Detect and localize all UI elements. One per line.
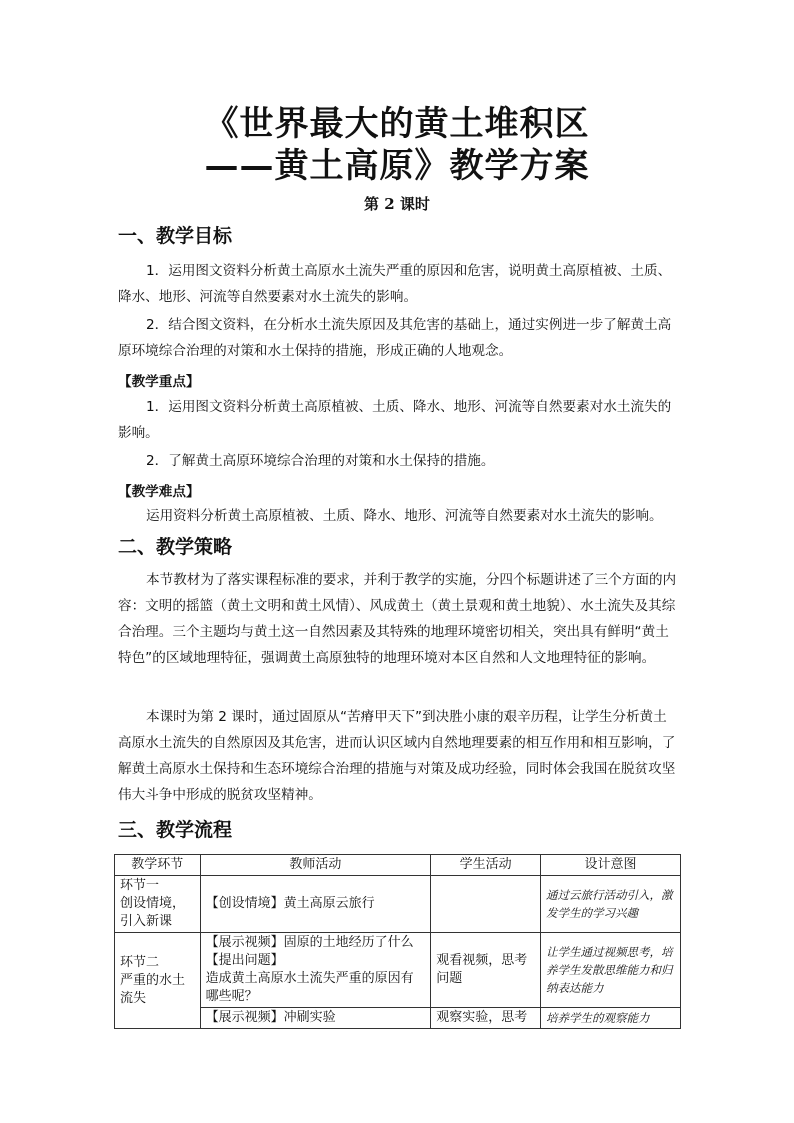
key-point-1: 1．运用图文资料分析黄土高原植被、土质、降水、地形、河流等自然要素对水土流失的影响。	[118, 399, 672, 441]
table-row	[115, 1008, 681, 1029]
row2-teacher-activity	[200, 933, 431, 1008]
section2-para2: 本课时为第 2 课时，通过固原从“苦瘠甲天下”到决胜小康的艰辛历程，让学生分析黄土高原水土流失的自然原因及其危害，进而认识区域内自然地理要素的相互作用和相互影响，了解黄土高原水土保持和生态环境综合治理的措施与对策及成功经验，同时体会我国在脱贫攻坚伟大斗争中形成的脱贫攻坚精神。	[118, 709, 676, 803]
difficult-points-label: 【教学难点】	[118, 484, 200, 500]
difficult-point-1: 运用资料分析黄土高原植被、土质、降水、地形、河流等自然要素对水土流失的影响。	[146, 508, 663, 524]
header-stage: 教学环节	[115, 855, 201, 876]
row1-teacher-activity: 【创设情境】黄土高原云旅行	[200, 876, 431, 933]
table-row	[115, 933, 681, 1008]
row1-stage: 环节一 创设情境，引入新课	[115, 876, 201, 933]
document-title-line2: ——黄土高原》教学方案	[204, 146, 590, 186]
row3-design-intent: 培养学生的观察能力	[540, 1008, 680, 1029]
key-points-label: 【教学重点】	[118, 374, 200, 390]
section2-para1: 本节教材为了落实课程标准的要求，并利于教学的实施，分四个标题讲述了三个方面的内容：文明的摇篮（黄土文明和黄土风情）、风成黄土（黄土景观和黄土地貌）、水土流失及其综合治理。三个主题均与黄土这一自然因素及其特殊的地理环境密切相关，突出具有鲜明“黄土特色”的区域地理特征，强调黄土高原独特的地理环境对本区自然和人文地理特征的影响。	[118, 572, 677, 666]
row3-teacher-activity: 【展示视频】冲刷实验	[200, 1008, 431, 1029]
document-subtitle: 第 2 课时	[364, 195, 430, 213]
row2-student-activity: 观看视频，思考问题	[431, 933, 541, 1008]
section2-heading: 二、教学策略	[118, 536, 233, 558]
row2-teacher-line-a: 【展示视频】固原的土地经历了什么	[205, 935, 414, 950]
teaching-flow-table	[114, 854, 681, 1029]
section1-heading: 一、教学目标	[118, 225, 233, 247]
row2-stage: 环节二 严重的水土流失	[115, 933, 201, 1029]
key-point-2: 2．了解黄土高原环境综合治理的对策和水土保持的措施。	[146, 453, 495, 469]
row1-design-intent: 通过云旅行活动引入，激发学生的学习兴趣	[540, 876, 680, 933]
header-design-intent: 设计意图	[540, 855, 680, 876]
section1-para2: 2．结合图文资料，在分析水土流失原因及其危害的基础上，通过实例进一步了解黄土高原环境综合治理的对策和水土保持的措施，形成正确的人地观念。	[118, 317, 672, 359]
row3-student-activity: 观察实验，思考	[431, 1008, 541, 1029]
header-student-activity: 学生活动	[431, 855, 541, 876]
row2-teacher-line-b: 【提出问题】	[205, 953, 284, 968]
document-title-line1: 《世界最大的黄土堆积区	[204, 104, 590, 144]
header-teacher-activity: 教师活动	[200, 855, 431, 876]
section1-para1: 1．运用图文资料分析黄土高原水土流失严重的原因和危害，说明黄土高原植被、土质、降水、地形、河流等自然要素对水土流失的影响。	[118, 263, 672, 305]
row2-design-intent: 让学生通过视频思考，培养学生发散思维能力和归纳表达能力	[540, 933, 680, 1008]
table-header-row	[115, 855, 681, 876]
section3-heading: 三、教学流程	[118, 819, 233, 841]
row1-student-activity	[431, 876, 541, 933]
table-row	[115, 876, 681, 933]
row2-teacher-line-c: 造成黄土高原水土流失严重的原因有哪些呢？	[205, 971, 414, 1004]
